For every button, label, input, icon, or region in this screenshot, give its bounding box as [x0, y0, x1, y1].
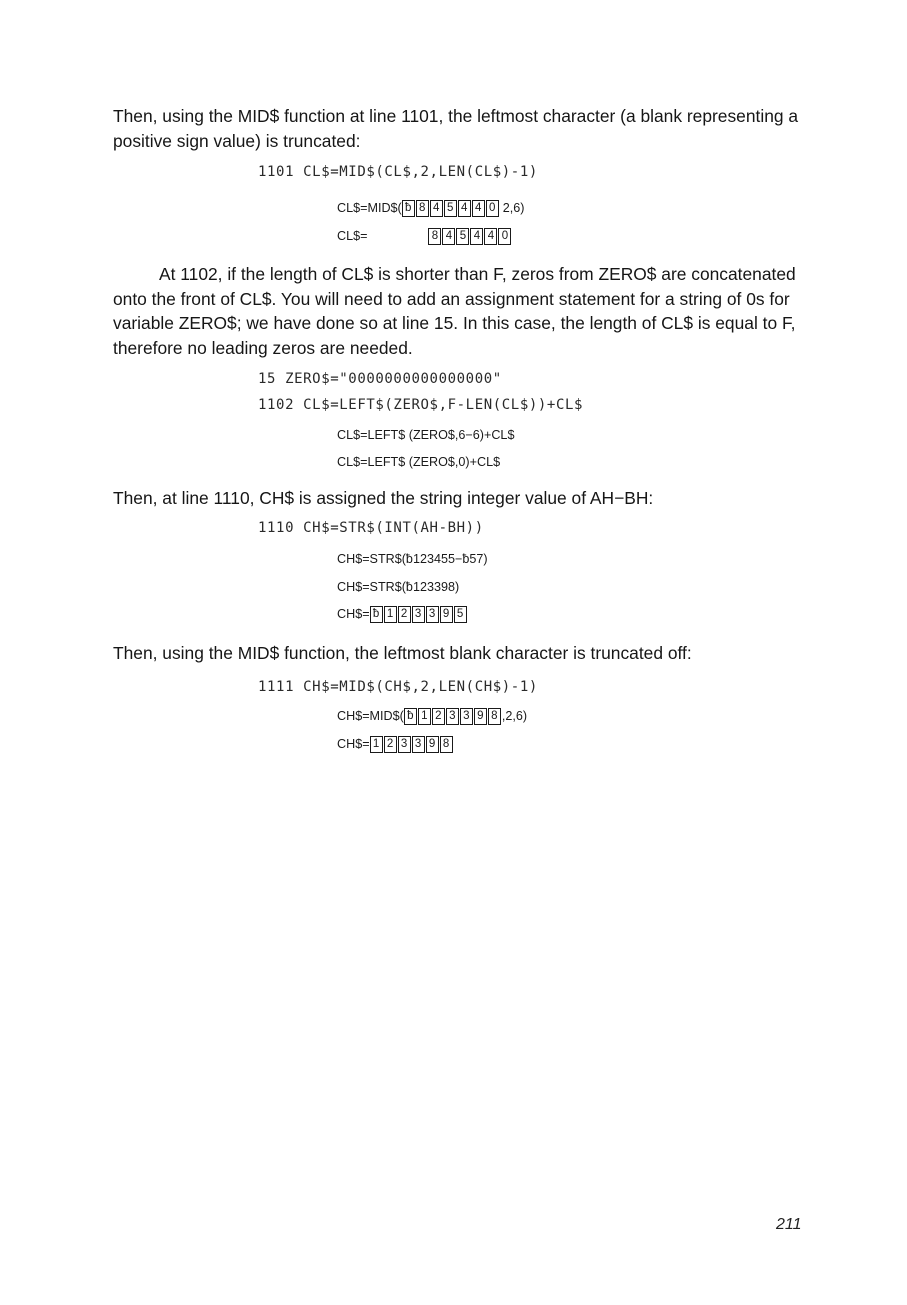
char-box: 2: [432, 708, 445, 725]
char-box: 3: [426, 606, 439, 623]
paragraph-str-assign: Then, at line 1110, CH$ is assigned the string integer value of AH−BH:: [113, 488, 654, 508]
char-box: 1: [384, 606, 397, 623]
char-box: 4: [472, 200, 485, 217]
char-box: 8: [488, 708, 501, 725]
char-box: 0: [486, 200, 499, 217]
char-box: ƀ: [404, 708, 417, 725]
char-box: 9: [440, 606, 453, 623]
char-boxes: [404, 708, 502, 725]
char-box: 2: [384, 736, 397, 753]
char-box: 3: [460, 708, 473, 725]
char-box: 3: [446, 708, 459, 725]
code-line-15: 15 ZERO$="0000000000000000": [258, 371, 502, 387]
char-box: 8: [416, 200, 429, 217]
code-line-1110: 1110 CH$=STR$(INT(AH-BH)): [258, 520, 484, 536]
char-box: 3: [412, 736, 425, 753]
paragraph-mid-intro: Then, using the MID$ function at line 1101, the leftmost character (a blank representing a positive sign value) is truncated:: [113, 106, 799, 151]
paragraph-leading-zeros: At 1102, if the length of CL$ is shorter than F, zeros from ZERO$ are concatenated onto the front of CL$. You will need to add an assignment statement for a string of 0s for variable ZERO$; we have done so at line 15. In this case, the length of CL$ is equal to F, therefore no leading zeros are needed.: [113, 264, 796, 358]
char-box: 8: [440, 736, 453, 753]
char-box: 8: [428, 228, 441, 245]
char-box: ƀ: [370, 606, 383, 623]
page-number: 211: [776, 1216, 802, 1233]
char-boxes: [370, 606, 468, 623]
char-box: 3: [398, 736, 411, 753]
char-box: 1: [370, 736, 383, 753]
char-boxes: [370, 736, 454, 753]
char-box: 4: [484, 228, 497, 245]
expr-ch-boxes: [337, 604, 468, 624]
char-box: 3: [412, 606, 425, 623]
char-box: 2: [398, 606, 411, 623]
expr-ch-result: [337, 734, 454, 754]
code-line-1111: 1111 CH$=MID$(CH$,2,LEN(CH$)-1): [258, 679, 538, 695]
char-box: 1: [418, 708, 431, 725]
char-box: 4: [458, 200, 471, 217]
expr-suffix: 2,6): [502, 201, 525, 215]
expr-cl-mid: [337, 198, 524, 218]
expr-prefix: CL$=MID$(: [337, 201, 402, 215]
expr-prefix: CH$=MID$(: [337, 709, 404, 723]
expr-ch-str-2: CH$=STR$(ƀ123398): [337, 580, 460, 594]
expr-cl-left-2: CL$=LEFT$ (ZERO$,0)+CL$: [337, 455, 501, 469]
code-line-1102: 1102 CL$=LEFT$(ZERO$,F-LEN(CL$))+CL$: [258, 397, 584, 413]
char-box: 9: [474, 708, 487, 725]
paragraph-mid-truncate: Then, using the MID$ function, the leftmost blank character is truncated off:: [113, 643, 692, 663]
char-boxes: [428, 228, 512, 245]
expr-prefix: CH$=: [337, 737, 370, 751]
expr-prefix: CL$=: [337, 229, 368, 243]
char-box: 9: [426, 736, 439, 753]
char-box: 5: [444, 200, 457, 217]
char-boxes: [402, 200, 500, 217]
code-line-1101: 1101 CL$=MID$(CL$,2,LEN(CL$)-1): [258, 164, 538, 180]
char-box: 4: [430, 200, 443, 217]
expr-ch-str-1: CH$=STR$(ƀ123455−ƀ57): [337, 552, 488, 566]
expr-cl-left-1: CL$=LEFT$ (ZERO$,6−6)+CL$: [337, 428, 515, 442]
expr-cl-result: [337, 226, 512, 246]
expr-prefix: CH$=: [337, 607, 370, 621]
char-box: 5: [454, 606, 467, 623]
char-box: 5: [456, 228, 469, 245]
char-box: ƀ: [402, 200, 415, 217]
expr-ch-mid: [337, 706, 527, 726]
char-box: 4: [442, 228, 455, 245]
expr-suffix: ,2,6): [501, 709, 528, 723]
char-box: 0: [498, 228, 511, 245]
char-box: 4: [470, 228, 483, 245]
